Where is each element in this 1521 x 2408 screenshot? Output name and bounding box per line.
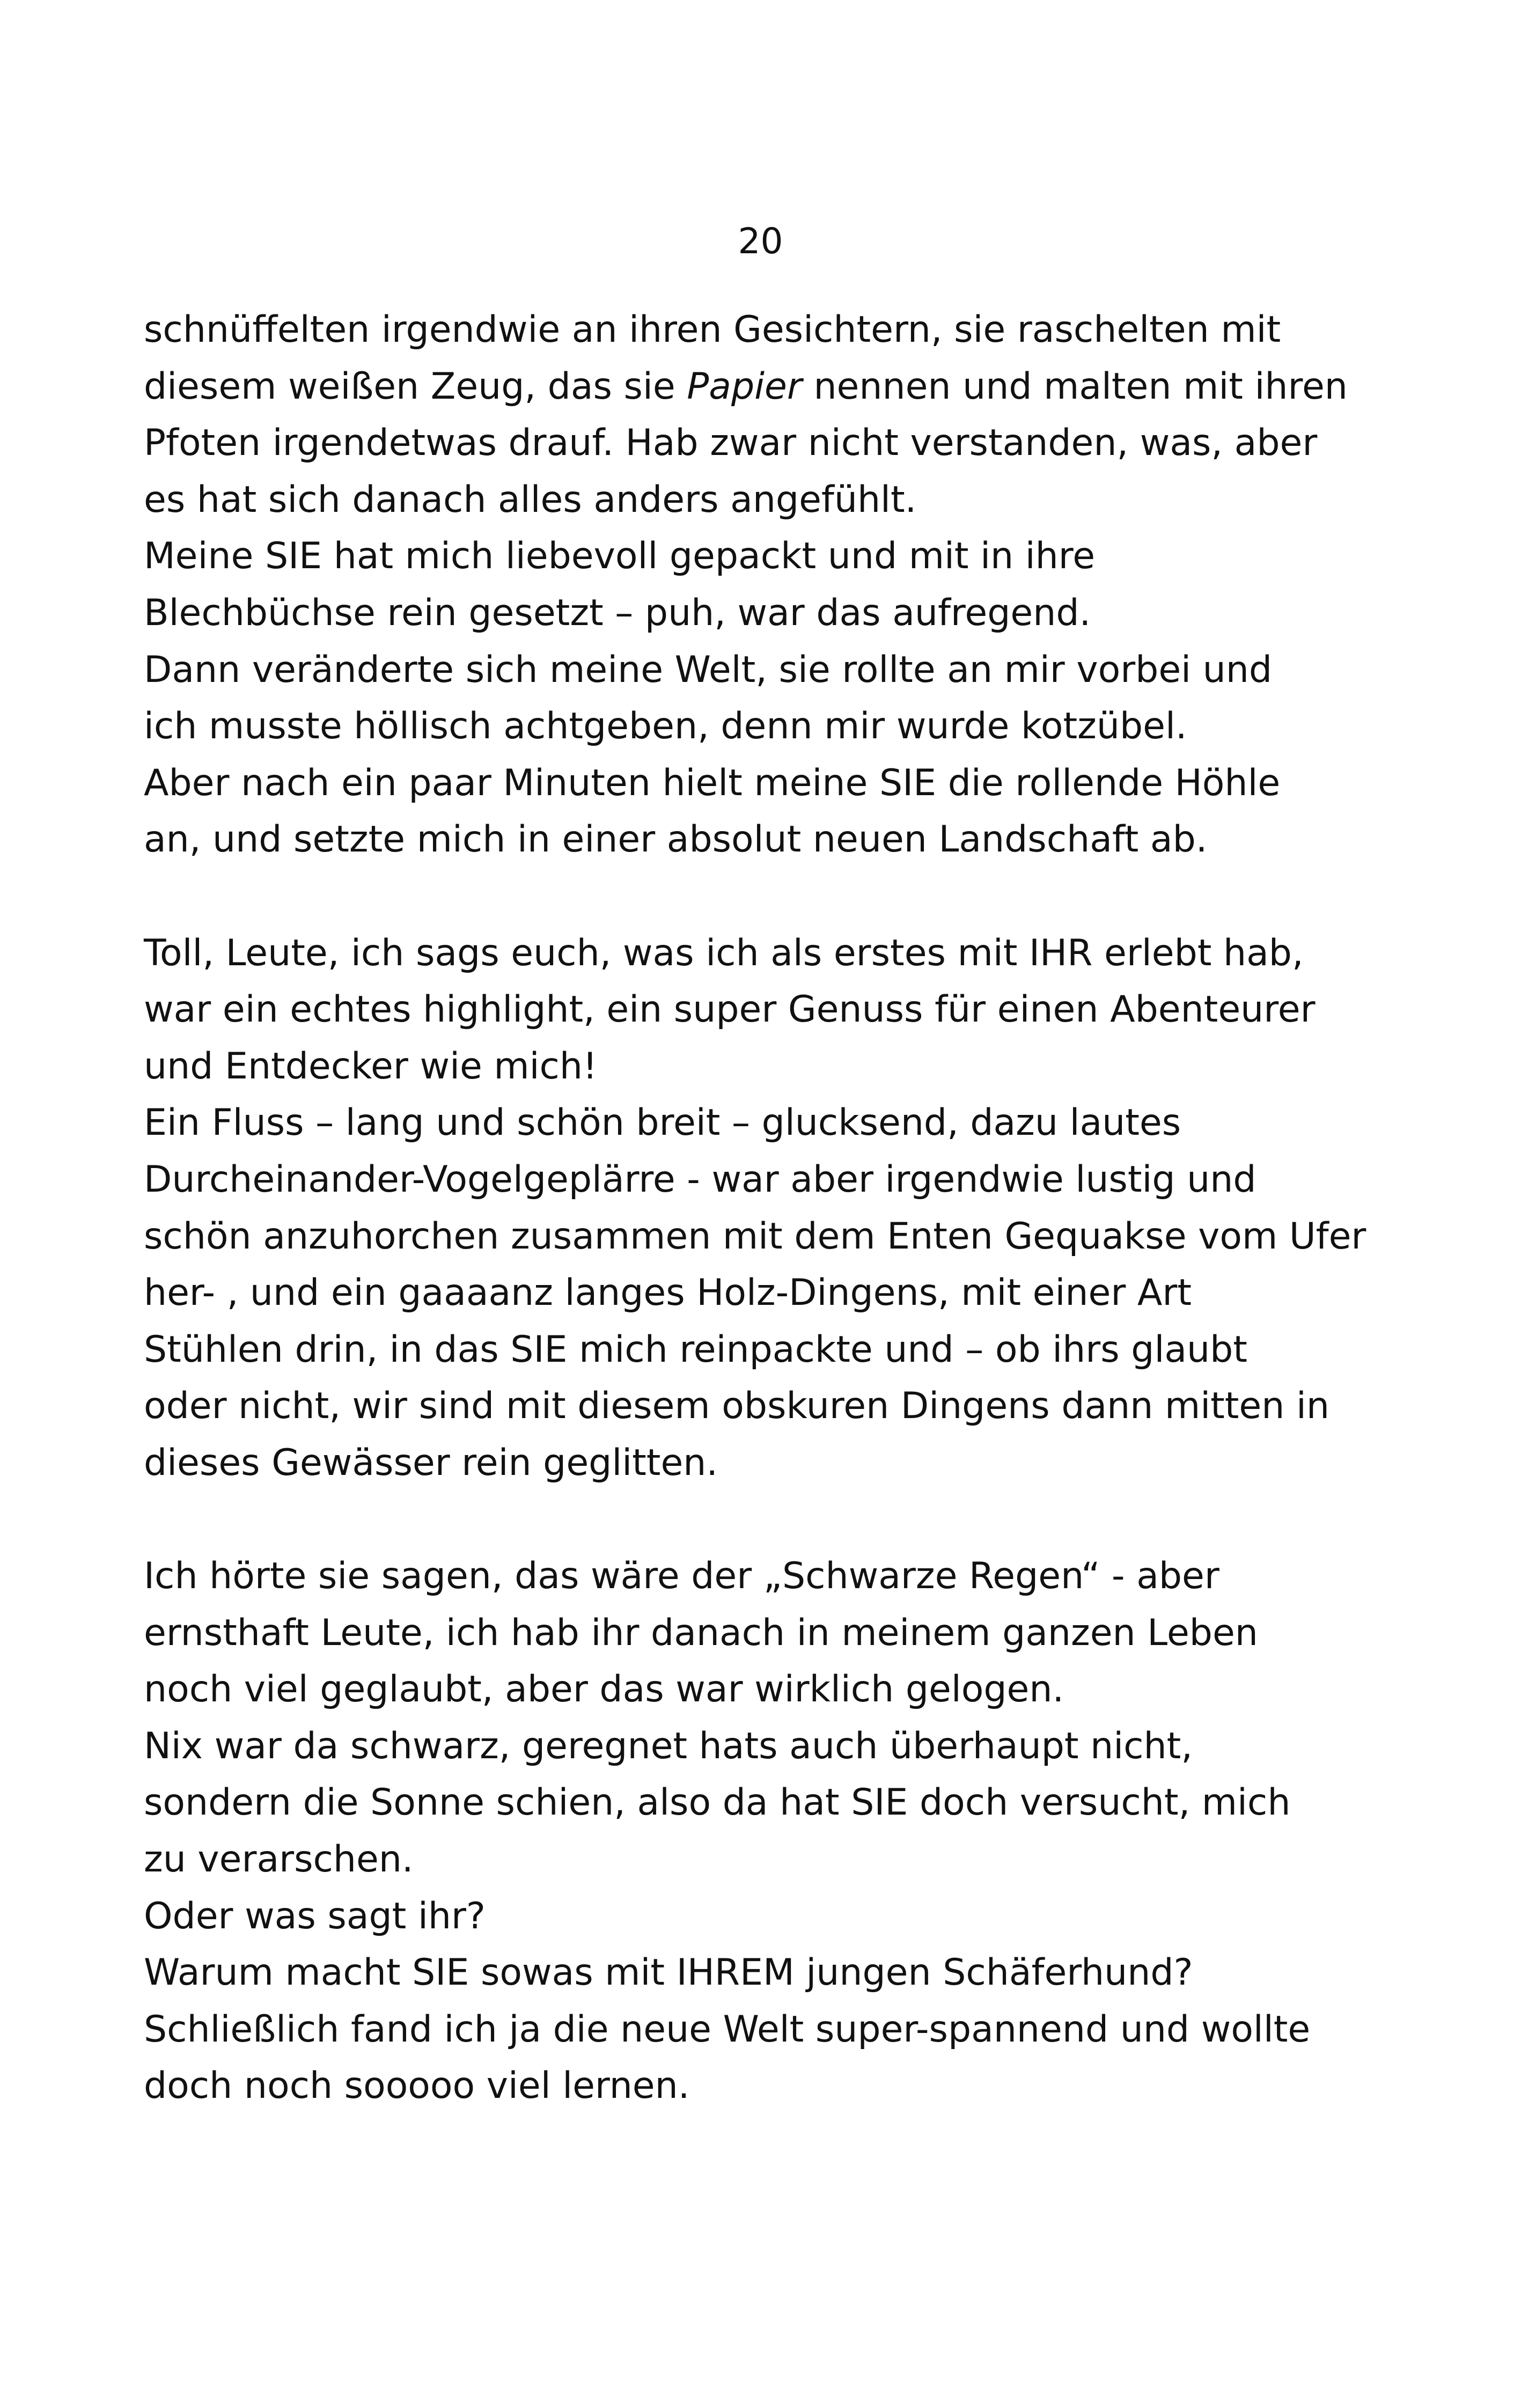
line-segment: dieses Gewässer rein geglitten. <box>144 1441 718 1484</box>
text-line <box>144 1774 1388 1831</box>
text-line <box>144 1095 1388 1151</box>
line-segment: Schließlich fand ich ja die neue Welt super-spannend und wollte <box>144 2008 1311 2051</box>
text-line <box>144 981 1388 1038</box>
line-segment: Nix war da schwarz, geregnet hats auch überhaupt nicht, <box>144 1724 1193 1767</box>
line-segment: ernsthaft Leute, ich hab ihr danach in meinem ganzen Leben <box>144 1611 1258 1654</box>
paragraph <box>144 302 1388 868</box>
line-segment: es hat sich danach alles anders angefühlt. <box>144 478 917 521</box>
text-line <box>144 1944 1388 2001</box>
line-segment: schnüffelten irgendwie an ihren Gesichtern, sie raschelten mit <box>144 309 1281 351</box>
paragraph <box>144 1548 1388 2115</box>
text-line <box>144 1038 1388 1095</box>
text-line <box>144 358 1388 415</box>
text-line <box>144 1661 1388 1718</box>
line-segment: an, und setzte mich in einer absolut neuen Landschaft ab. <box>144 818 1208 861</box>
body-text <box>144 302 1388 2115</box>
text-line <box>144 1378 1388 1435</box>
text-line <box>144 1831 1388 1888</box>
text-line <box>144 585 1388 642</box>
paragraph <box>144 925 1388 1492</box>
text-line <box>144 755 1388 812</box>
line-segment: diesem weißen Zeug, das sie <box>144 365 687 408</box>
line-segment: Durcheinander-Vogelgeplärre - war aber irgendwie lustig und <box>144 1158 1257 1201</box>
line-segment: Oder was sagt ihr? <box>144 1895 486 1937</box>
line-segment: noch viel geglaubt, aber das war wirklich gelogen. <box>144 1668 1064 1711</box>
line-segment: Toll, Leute, ich sags euch, was ich als erstes mit IHR erlebt hab, <box>144 931 1304 974</box>
line-segment: Warum macht SIE sowas mit IHREM jungen Schäferhund? <box>144 1951 1193 1994</box>
line-segment: war ein echtes highlight, ein super Genuss für einen Abenteurer <box>144 988 1316 1031</box>
paragraph-gap <box>144 1491 1388 1548</box>
line-segment: Ich hörte sie sagen, das wäre der „Schwarze Regen“ - aber <box>144 1555 1219 1598</box>
line-segment: Ein Fluss – lang und schön breit – glucksend, dazu lautes <box>144 1102 1181 1144</box>
text-line <box>144 1548 1388 1605</box>
line-segment: zu verarschen. <box>144 1838 414 1881</box>
line-segment: schön anzuhorchen zusammen mit dem Enten Gequakse vom Ufer <box>144 1215 1366 1258</box>
italic-word: Papier <box>687 365 802 408</box>
line-segment: sondern die Sonne schien, also da hat SIE doch versucht, mich <box>144 1781 1291 1824</box>
text-line <box>144 302 1388 358</box>
paragraph-gap <box>144 868 1388 925</box>
text-line <box>144 1151 1388 1208</box>
line-segment: her- , und ein gaaaanz langes Holz-Dingens, mit einer Art <box>144 1272 1192 1315</box>
text-line <box>144 1888 1388 1945</box>
line-segment: Dann veränderte sich meine Welt, sie rollte an mir vorbei und <box>144 648 1273 691</box>
text-line <box>144 1435 1388 1492</box>
line-segment: ich musste höllisch achtgeben, denn mir wurde kotzübel. <box>144 705 1187 748</box>
text-line <box>144 415 1388 472</box>
line-segment: doch noch sooooo viel lernen. <box>144 2065 690 2108</box>
text-line <box>144 1265 1388 1322</box>
text-line <box>144 1718 1388 1775</box>
line-segment: Aber nach ein paar Minuten hielt meine SIE die rollende Höhle <box>144 761 1281 804</box>
text-line <box>144 528 1388 585</box>
text-line <box>144 1605 1388 1662</box>
text-line <box>144 1208 1388 1265</box>
line-segment: und Entdecker wie mich! <box>144 1045 598 1088</box>
text-line <box>144 472 1388 528</box>
text-line <box>144 2001 1388 2058</box>
line-segment: Blechbüchse rein gesetzt – puh, war das aufregend. <box>144 591 1091 634</box>
text-line <box>144 925 1388 982</box>
text-line <box>144 642 1388 699</box>
line-segment: Stühlen drin, in das SIE mich reinpackte und – ob ihrs glaubt <box>144 1328 1247 1371</box>
line-segment: Meine SIE hat mich liebevoll gepackt und mit in ihre <box>144 535 1096 578</box>
line-segment: oder nicht, wir sind mit diesem obskuren Dingens dann mitten in <box>144 1385 1329 1428</box>
text-line <box>144 2058 1388 2115</box>
page-number: 20 <box>738 221 783 262</box>
text-line <box>144 1322 1388 1378</box>
line-segment: Pfoten irgendetwas drauf. Hab zwar nicht verstanden, was, aber <box>144 422 1318 465</box>
line-segment: nennen und malten mit ihren <box>802 365 1348 408</box>
text-line <box>144 811 1388 868</box>
text-line <box>144 698 1388 755</box>
